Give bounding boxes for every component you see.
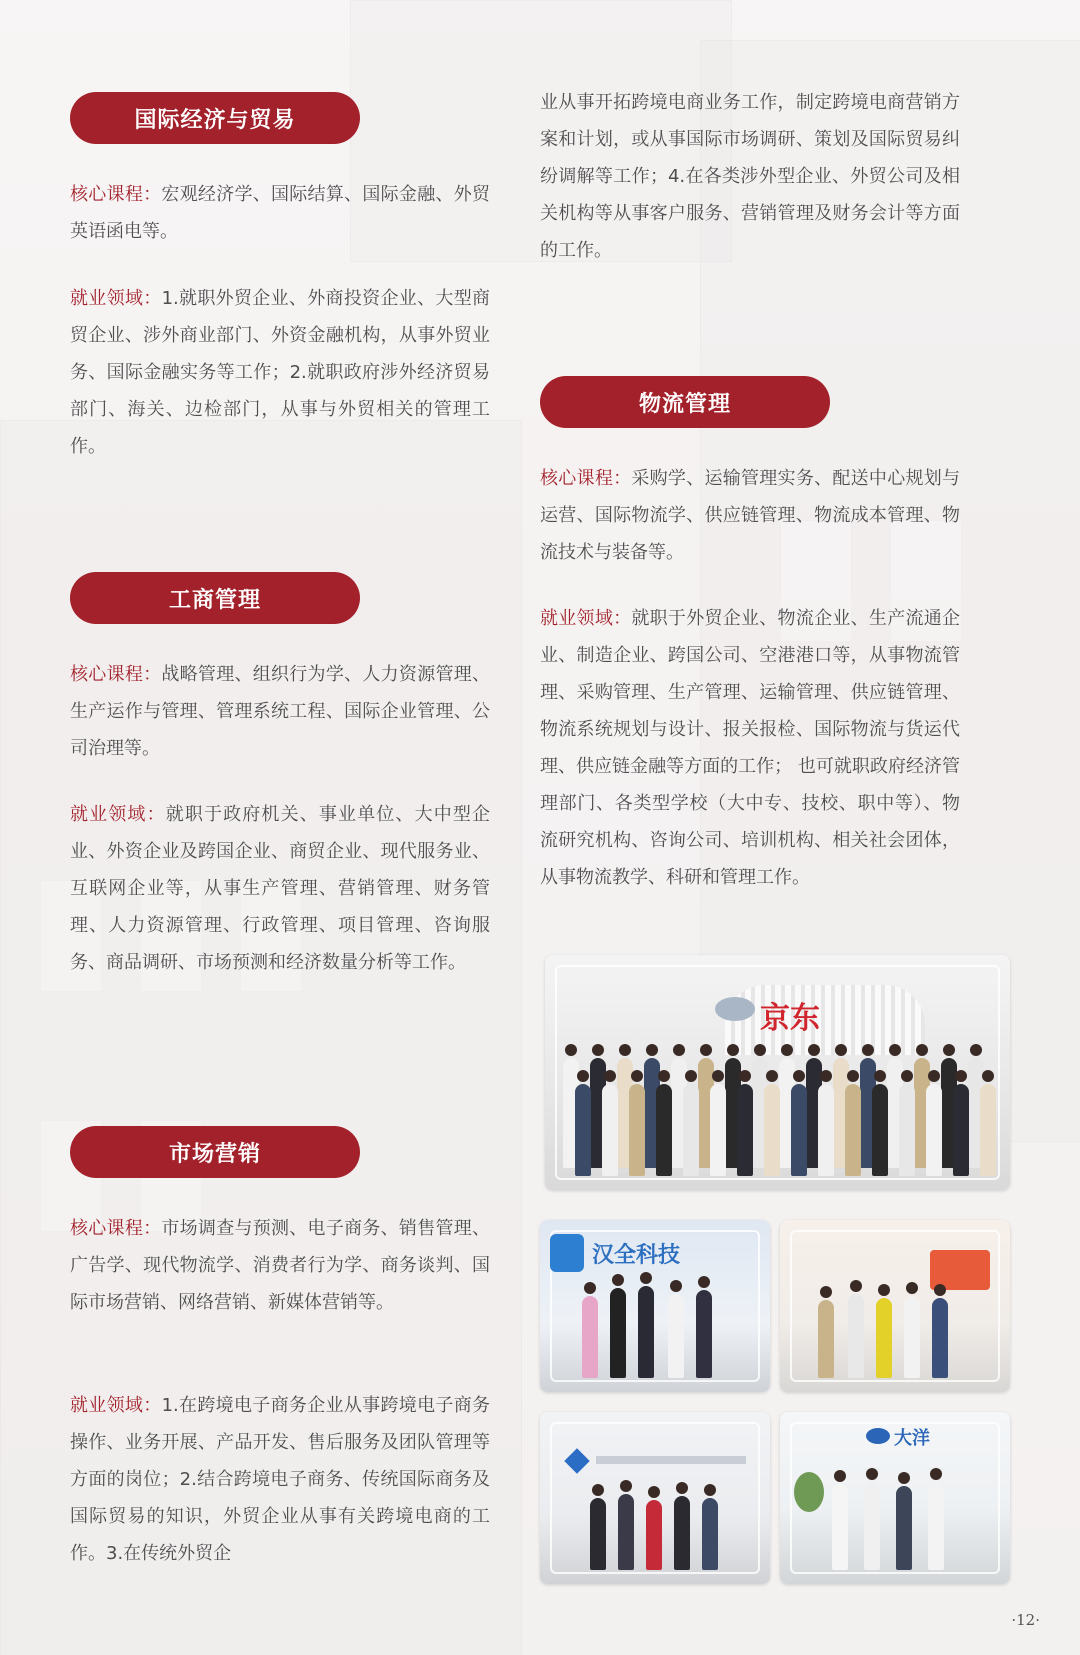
plant [794,1472,824,1512]
person-head [604,1070,616,1082]
person-head [835,1044,847,1056]
person-figure [953,1084,969,1176]
person-head [793,1070,805,1082]
person-head [928,1070,940,1082]
logistics-employment: 就业领域：就职于外贸企业、物流企业、生产流通企业、制造企业、跨国公司、空港港口等，从事物流管理、采购管理、生产管理、运输管理、供应链管理、物流系统规划与设计、报关报检、国际物流与货运代理、供应链金融等方面的工作； 也可就职政府经济管理部门、各类型学校（大中专、技校、职中等）、物流研究机构、咨询公司、培训机构、相关社会团体，从事物流教学、科研和管理工作。 [540,608,961,888]
photo-dayang-visit [780,1412,1010,1584]
person-head [577,1070,589,1082]
person-figure [899,1084,915,1176]
section-title-logistics: 物流管理 [540,376,830,428]
person-figure [629,1084,645,1176]
person-head [712,1070,724,1082]
person-head [673,1044,685,1056]
jd-sign: 京东 [760,1001,820,1036]
person-figure [791,1084,807,1176]
person-head [982,1070,994,1082]
person-head [943,1044,955,1056]
person-head [874,1070,886,1082]
person-head [685,1070,697,1082]
person-figure [764,1084,780,1176]
person-head [754,1044,766,1056]
business-admin-core-courses: 核心课程：战略管理、组织行为学、人力资源管理、生产运作与管理、管理系统工程、国际企业管理、公司治理等。 [70,664,491,759]
person-figure [980,1084,996,1176]
person-head [955,1070,967,1082]
person-figure [683,1084,699,1176]
person-head [646,1044,658,1056]
hanquan-logo-icon [550,1234,584,1272]
dayang-sign: 大洋 [894,1428,930,1449]
person-head [766,1070,778,1082]
person-head [820,1070,832,1082]
marketing-employment-continued: 业从事开拓跨境电商业务工作，制定跨境电商营销方案和计划，或从事国际市场调研、策划及国际贸易纠纷调解等工作；4.在各类涉外型企业、外贸公司及相关机构等从事客户服务、营销管理及财务会计等方面的工作。 [540,92,960,261]
person-head [901,1070,913,1082]
person-figure [656,1084,672,1176]
person-head [631,1070,643,1082]
dayang-logo-icon [866,1428,890,1444]
person-figure [872,1084,888,1176]
section-title-intl-trade: 国际经济与贸易 [70,92,360,144]
photo-hanquan-visit [540,1220,770,1392]
person-head [592,1044,604,1056]
person-figure [602,1084,618,1176]
logistics-core-courses: 核心课程：采购学、运输管理实务、配送中心规划与运营、国际物流学、供应链管理、物流成本管理、物流技术与装备等。 [540,468,961,563]
person-figure [737,1084,753,1176]
jd-dog-logo-icon [715,997,755,1021]
page-number: ·12· [1011,1611,1040,1629]
person-figure [710,1084,726,1176]
person-figure [575,1084,591,1176]
intl-trade-employment: 就业领域：1.就职外贸企业、外商投资企业、大型商贸企业、涉外商业部门、外资金融机构，从事外贸业务、国际金融实务等工作；2.就职政府涉外经济贸易部门、海关、边检部门，从事与外贸相关的管理工作。 [70,288,490,457]
photo-zhejiang-visit [540,1412,770,1584]
person-head [565,1044,577,1056]
section-title-business-admin: 工商管理 [70,572,360,624]
person-head [781,1044,793,1056]
hanquan-sign: 汉全科技 [592,1243,681,1268]
person-head [727,1044,739,1056]
photo-jd-group [545,955,1010,1190]
person-head [970,1044,982,1056]
person-head [808,1044,820,1056]
marketing-employment: 就业领域：1.在跨境电子商务企业从事跨境电子商务操作、业务开展、产品开发、售后服务及团队管理等方面的岗位；2.结合跨境电子商务、传统国际商务及国际贸易的知识，外贸企业从事有关跨境电商的工作。3.在传统外贸企 [70,1395,490,1564]
person-head [619,1044,631,1056]
person-head [889,1044,901,1056]
person-head [916,1044,928,1056]
photo-office-visit [780,1220,1010,1392]
person-figure [845,1084,861,1176]
person-head [700,1044,712,1056]
person-head [658,1070,670,1082]
person-figure [926,1084,942,1176]
marketing-core-courses: 核心课程：市场调查与预测、电子商务、销售管理、广告学、现代物流学、消费者行为学、商务谈判、国际市场营销、网络营销、新媒体营销等。 [70,1218,491,1313]
business-admin-employment: 就业领域：就职于政府机关、事业单位、大中型企业、外资企业及跨国企业、商贸企业、现代服务业、互联网企业等，从事生产管理、营销管理、财务管理、人力资源管理、行政管理、项目管理、咨询服务、商品调研、市场预测和经济数量分析等工作。 [70,804,491,973]
person-head [847,1070,859,1082]
person-figure [818,1084,834,1176]
person-head [739,1070,751,1082]
person-head [862,1044,874,1056]
intl-trade-core-courses: 核心课程：宏观经济学、国际结算、国际金融、外贸英语函电等。 [70,184,491,242]
section-title-marketing: 市场营销 [70,1126,360,1178]
